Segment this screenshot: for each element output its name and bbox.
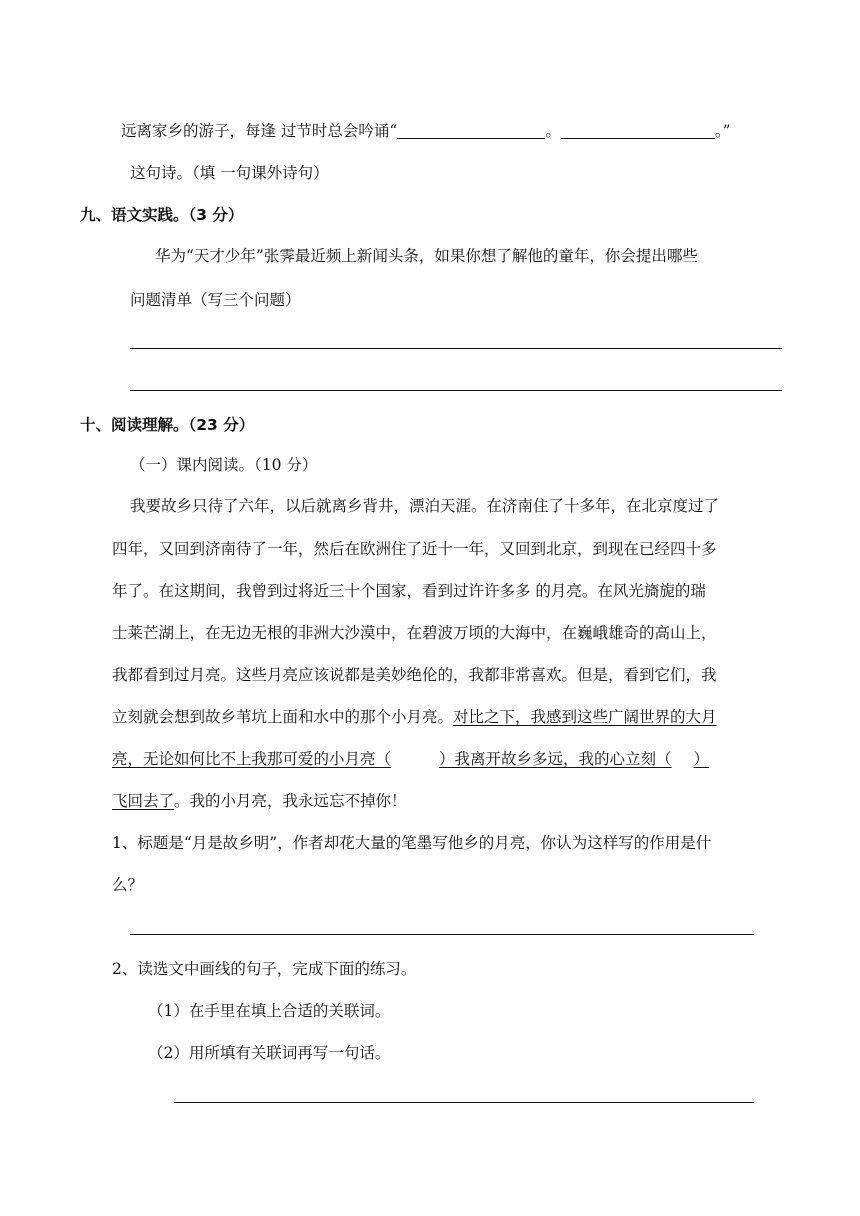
passage-line-3: 年了。在这期间，我曾到过将近三十个国家，看到过许许多多 的月亮。在风光旖旎的瑞 [112,582,706,600]
question-1-line-2: 么？ [112,876,144,894]
passage-line-4: 士莱芒湖上，在无边无根的非洲大沙漠中，在碧波万顷的大海中，在巍峨雄奇的高山上， [112,624,717,642]
underlined-sentence-mid-a: 亮，无论如何比不上我那可爱的小月亮（ [112,750,392,768]
poem-blank-2[interactable] [561,122,715,139]
poem-fill-prefix: 远离家乡的游子，每逢 过节时总会吟诵“ [121,122,398,140]
section9-title: 九、语文实践。（3 分） [80,206,244,224]
poem-fill-end: 。” [714,122,731,140]
answer-line-s9-2[interactable] [130,390,782,391]
passage-line-6-plain: 立刻就会想到故乡苇坑上面和水中的那个小月亮。 [112,708,454,726]
section9-prompt-2: 问题清单（写三个问题） [130,291,301,309]
passage-line-6 [112,706,717,728]
conjunction-blank-2[interactable] [672,748,694,770]
section10-title: 十、阅读理解。（23 分） [80,416,255,434]
question-1-line-1: 1、标题是“月是故乡明”，作者却花大量的笔墨写他乡的月亮，你认为这样写的作用是什 [112,834,712,852]
answer-line-q1[interactable] [130,934,754,935]
conjunction-blank-1[interactable] [391,748,439,770]
passage-line-1: 我要故乡只待了六年，以后就离乡背井，漂泊天涯。在济南住了十多年，在北京度过了 [130,497,720,515]
poem-fill-line [121,120,731,142]
section10-subheading: （一）课内阅读。（10 分） [130,456,318,474]
question-2-part-1: （1）在手里在填上合适的关联词。 [148,1002,391,1020]
question-2-part-2: （2）用所填有关联词再写一句话。 [148,1044,391,1062]
passage-line-8-plain: 。我的小月亮，我永远忘不掉你！ [174,792,407,810]
underlined-sentence-mid-c: ） [693,750,710,768]
poem-fill-line2: 这句诗。（填 一句课外诗句） [130,164,329,182]
passage-line-7 [112,748,709,770]
underlined-sentence-end: 飞回去了 [112,792,175,810]
answer-line-s9-1[interactable] [130,348,782,349]
underlined-sentence-mid-b: ）我离开故乡多远，我的心立刻（ [439,750,672,768]
question-2: 2、读选文中画线的句子，完成下面的练习。 [112,960,417,978]
underlined-sentence-start: 对比之下，我感到这些广阔世界的大月 [453,708,717,726]
passage-line-8 [112,790,407,812]
passage-line-2: 四年，又回到济南待了一年，然后在欧洲住了近十一年，又回到北京，到现在已经四十多 [112,540,717,558]
poem-fill-sep: 。 [545,122,561,140]
passage-line-5: 我都看到过月亮。这些月亮应该说都是美妙绝伦的，我都非常喜欢。但是，看到它们，我 [112,666,717,684]
answer-line-q2[interactable] [174,1102,754,1103]
section9-prompt-1: 华为“天才少年”张霁最近频上新闻头条，如果你想了解他的童年，你会提出哪些 [155,247,698,265]
poem-blank-1[interactable] [397,122,545,139]
